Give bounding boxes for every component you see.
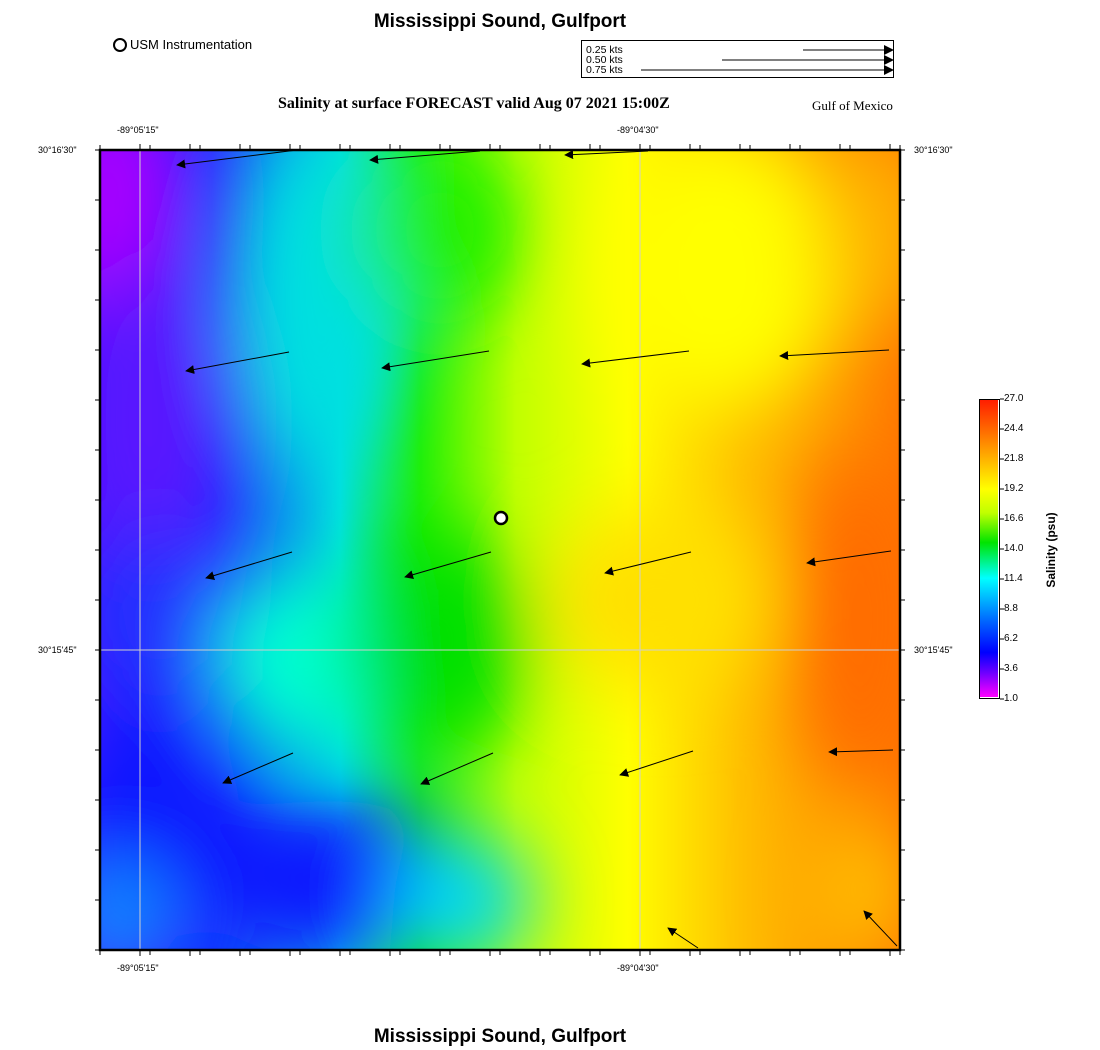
lon-tick-label: -89°04'30" [617,125,659,135]
lat-tick-label: 30°15'45" [914,645,953,655]
colorbar-title: Salinity (psu) [1044,512,1058,588]
map-title: Mississippi Sound, Gulfport [373,11,627,32]
open-circle-icon [113,38,127,52]
vector-legend-label: 0.75 kts [586,64,623,76]
colorbar-tick-label: 27.0 [1004,393,1024,404]
colorbar-tick-label: 3.6 [1004,663,1018,674]
lon-tick-label: -89°05'15" [117,125,159,135]
vector-legend [581,40,894,78]
colorbar-tick-label: 21.8 [1004,453,1024,464]
vector-legend-arrows [582,41,895,79]
vector-legend-label: 0.50 kts [586,54,623,66]
lon-tick-label: -89°05'15" [117,963,159,973]
vector-legend-label: 0.25 kts [586,44,623,56]
map-subtitle: Salinity at surface FORECAST valid Aug 07 2021 15:00Z [278,95,670,112]
colorbar-tick-label: 1.0 [1004,693,1018,704]
colorbar-tick-label: 14.0 [1004,543,1024,554]
station-legend-label: USM Instrumentation [130,37,253,52]
lat-tick-label: 30°15'45" [38,645,77,655]
colorbar-tick-label: 24.4 [1004,423,1024,434]
usm-station-marker[interactable] [495,512,507,524]
footer-title: Mississippi Sound, Gulfport [373,1026,627,1047]
salinity-field [40,80,940,980]
lat-tick-label: 30°16'30" [914,145,953,155]
lon-tick-label: -89°04'30" [617,963,659,973]
colorbar-tick-label: 8.8 [1004,603,1018,614]
colorbar-tick-label: 16.6 [1004,513,1024,524]
region-label: Gulf of Mexico [812,98,893,113]
colorbar-tick-label: 19.2 [1004,483,1024,494]
salinity-colorbar [979,399,1000,699]
colorbar-tick-label: 6.2 [1004,633,1018,644]
colorbar-tick-label: 11.4 [1004,573,1023,584]
lat-tick-label: 30°16'30" [38,145,77,155]
station-legend [113,37,252,52]
